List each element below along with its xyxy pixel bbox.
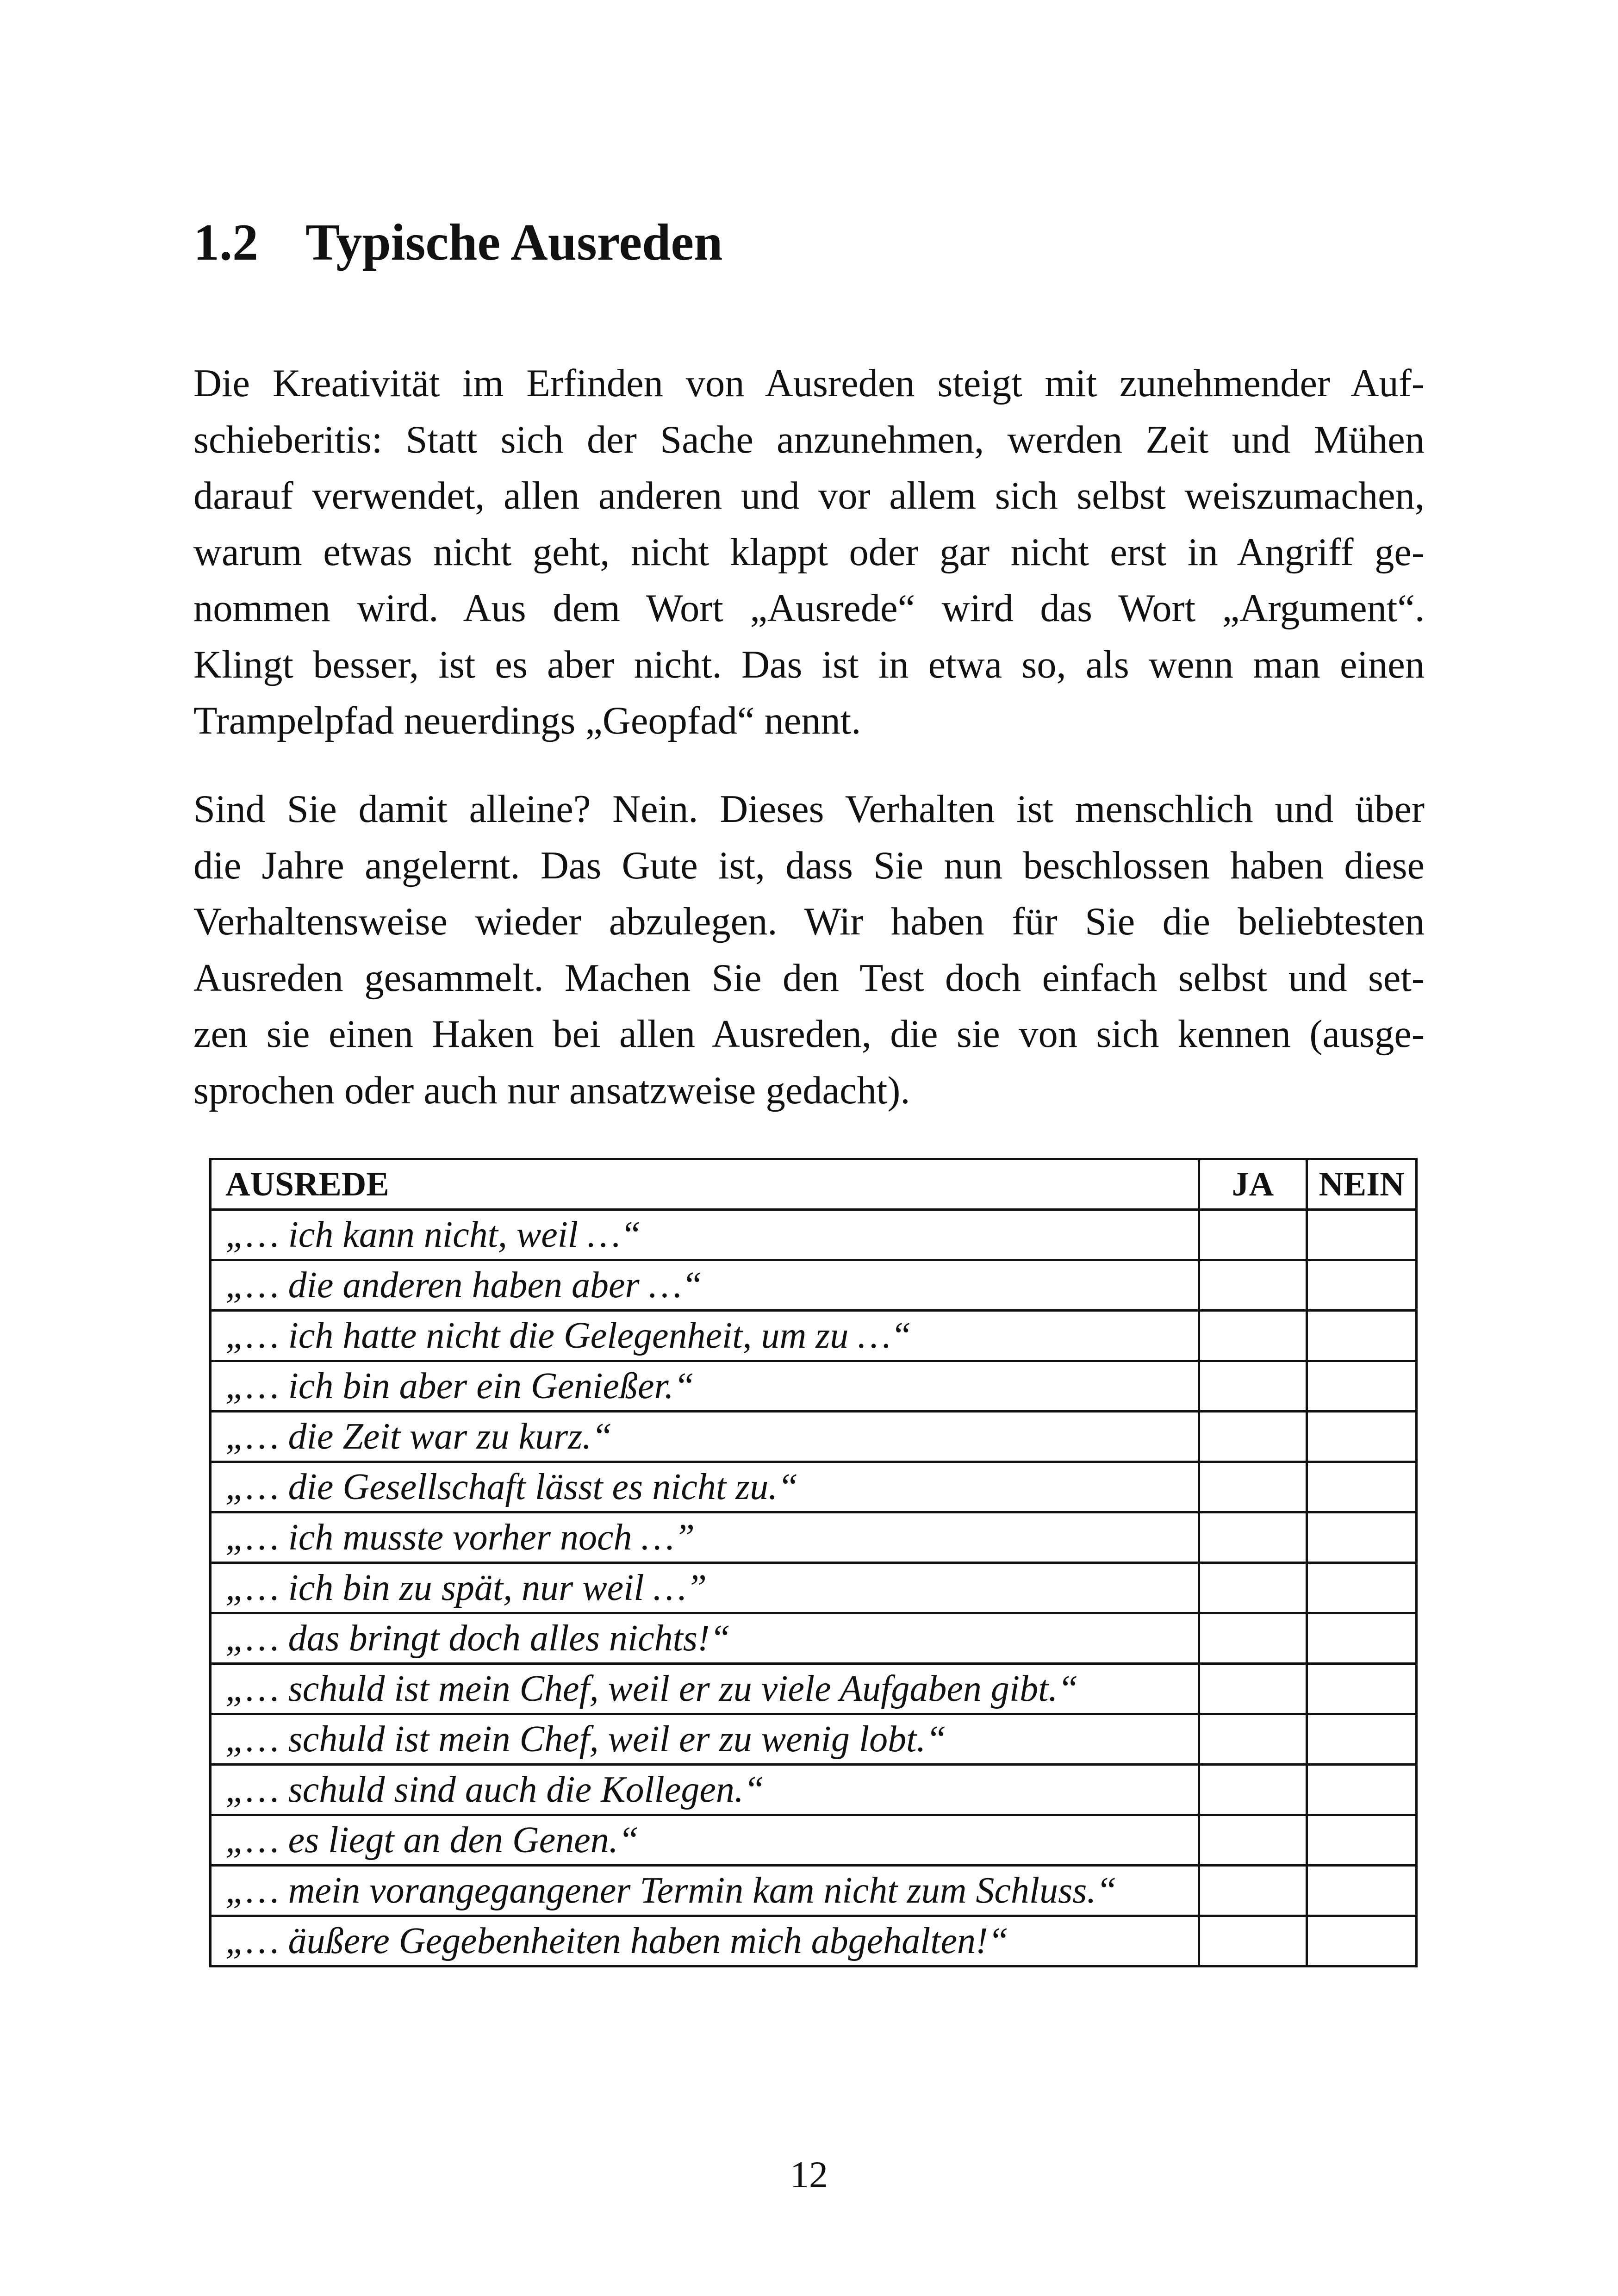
no-checkbox-cell[interactable] <box>1307 1361 1417 1412</box>
no-checkbox-cell[interactable] <box>1307 1210 1417 1260</box>
table-row <box>211 1260 1417 1311</box>
column-header-no: NEIN <box>1307 1159 1417 1210</box>
paragraph-line: Trampelpfad neuerdings „Geopfad“ nennt. <box>193 699 861 742</box>
table-row <box>211 1765 1417 1815</box>
excuse-text: „… ich kann nicht, weil …“ <box>211 1210 1199 1260</box>
excuse-text: „… ich musste vorher noch …” <box>211 1512 1199 1563</box>
table-row <box>211 1613 1417 1664</box>
excuse-text: „… ich hatte nicht die Gelegenheit, um zu …“ <box>211 1311 1199 1361</box>
section-number: 1.2 <box>193 214 258 271</box>
table-row <box>211 1512 1417 1563</box>
excuse-text: „… mein vorangegangener Termin kam nicht zum Schluss.“ <box>211 1866 1199 1916</box>
no-checkbox-cell[interactable] <box>1307 1664 1417 1714</box>
paragraph-line: darauf verwendet, allen anderen und vor allem sich selbst weiszumachen, <box>193 474 1425 517</box>
paragraph-line: Ausreden gesammelt. Machen Sie den Test doch einfach selbst und set- <box>193 956 1425 1000</box>
table-row <box>211 1664 1417 1714</box>
no-checkbox-cell[interactable] <box>1307 1462 1417 1512</box>
page-number: 12 <box>790 2153 828 2196</box>
yes-checkbox-cell[interactable] <box>1199 1210 1307 1260</box>
yes-checkbox-cell[interactable] <box>1199 1815 1307 1866</box>
table-row <box>211 1563 1417 1613</box>
table-row <box>211 1714 1417 1765</box>
instruction-paragraph <box>193 781 1425 1119</box>
table-row <box>211 1412 1417 1462</box>
no-checkbox-cell[interactable] <box>1307 1916 1417 1966</box>
paragraph-line: Klingt besser, ist es aber nicht. Das ist in etwa so, als wenn man einen <box>193 643 1425 686</box>
yes-checkbox-cell[interactable] <box>1199 1512 1307 1563</box>
excuse-text: „… die anderen haben aber …“ <box>211 1260 1199 1311</box>
paragraph-line: sprochen oder auch nur ansatzweise gedacht). <box>193 1069 910 1112</box>
yes-checkbox-cell[interactable] <box>1199 1563 1307 1613</box>
section-title: Typische Ausreden <box>305 214 723 271</box>
table-row <box>211 1361 1417 1412</box>
excuse-text: „… schuld ist mein Chef, weil er zu viele Aufgaben gibt.“ <box>211 1664 1199 1714</box>
yes-checkbox-cell[interactable] <box>1199 1361 1307 1412</box>
no-checkbox-cell[interactable] <box>1307 1563 1417 1613</box>
no-checkbox-cell[interactable] <box>1307 1311 1417 1361</box>
table-row <box>211 1462 1417 1512</box>
no-checkbox-cell[interactable] <box>1307 1512 1417 1563</box>
paragraph-line: Sind Sie damit alleine? Nein. Dieses Verhalten ist menschlich und über <box>193 788 1425 831</box>
section-heading <box>193 214 723 271</box>
yes-checkbox-cell[interactable] <box>1199 1765 1307 1815</box>
table-row <box>211 1210 1417 1260</box>
table-row <box>211 1866 1417 1916</box>
no-checkbox-cell[interactable] <box>1307 1714 1417 1765</box>
table-row <box>211 1916 1417 1966</box>
excuse-text: „… die Zeit war zu kurz.“ <box>211 1412 1199 1462</box>
excuse-text: „… schuld ist mein Chef, weil er zu wenig lobt.“ <box>211 1714 1199 1765</box>
excuse-text: „… schuld sind auch die Kollegen.“ <box>211 1765 1199 1815</box>
no-checkbox-cell[interactable] <box>1307 1765 1417 1815</box>
excuse-text: „… es liegt an den Genen.“ <box>211 1815 1199 1866</box>
yes-checkbox-cell[interactable] <box>1199 1866 1307 1916</box>
yes-checkbox-cell[interactable] <box>1199 1260 1307 1311</box>
excuse-text: „… äußere Gegebenheiten haben mich abgehalten!“ <box>211 1916 1199 1966</box>
no-checkbox-cell[interactable] <box>1307 1815 1417 1866</box>
excuse-text: „… die Gesellschaft lässt es nicht zu.“ <box>211 1462 1199 1512</box>
yes-checkbox-cell[interactable] <box>1199 1462 1307 1512</box>
excuse-text: „… ich bin zu spät, nur weil …” <box>211 1563 1199 1613</box>
paragraph-line: zen sie einen Haken bei allen Ausreden, die sie von sich kennen (ausge- <box>193 1013 1425 1056</box>
excuse-checklist-table <box>209 1158 1418 1967</box>
paragraph-line: Verhaltensweise wieder abzulegen. Wir haben für Sie die beliebtesten <box>193 900 1425 943</box>
table-row <box>211 1815 1417 1866</box>
yes-checkbox-cell[interactable] <box>1199 1311 1307 1361</box>
intro-paragraph <box>193 355 1425 749</box>
yes-checkbox-cell[interactable] <box>1199 1916 1307 1966</box>
no-checkbox-cell[interactable] <box>1307 1412 1417 1462</box>
yes-checkbox-cell[interactable] <box>1199 1664 1307 1714</box>
yes-checkbox-cell[interactable] <box>1199 1412 1307 1462</box>
no-checkbox-cell[interactable] <box>1307 1866 1417 1916</box>
yes-checkbox-cell[interactable] <box>1199 1714 1307 1765</box>
column-header-yes: JA <box>1199 1159 1307 1210</box>
paragraph-line: die Jahre angelernt. Das Gute ist, dass Sie nun beschlossen haben diese <box>193 844 1425 887</box>
table-header-row <box>211 1159 1417 1210</box>
paragraph-line: nommen wird. Aus dem Wort „Ausrede“ wird das Wort „Argument“. <box>193 587 1425 630</box>
no-checkbox-cell[interactable] <box>1307 1613 1417 1664</box>
paragraph-line: Die Kreativität im Erfinden von Ausreden steigt mit zunehmender Auf- <box>193 362 1425 405</box>
column-header-excuse: AUSREDE <box>211 1159 1199 1210</box>
paragraph-line: schieberitis: Statt sich der Sache anzunehmen, werden Zeit und Mühen <box>193 418 1425 461</box>
paragraph-line: warum etwas nicht geht, nicht klappt oder gar nicht erst in Angriff ge- <box>193 530 1425 574</box>
table-row <box>211 1311 1417 1361</box>
yes-checkbox-cell[interactable] <box>1199 1613 1307 1664</box>
excuse-text: „… ich bin aber ein Genießer.“ <box>211 1361 1199 1412</box>
no-checkbox-cell[interactable] <box>1307 1260 1417 1311</box>
excuse-text: „… das bringt doch alles nichts!“ <box>211 1613 1199 1664</box>
